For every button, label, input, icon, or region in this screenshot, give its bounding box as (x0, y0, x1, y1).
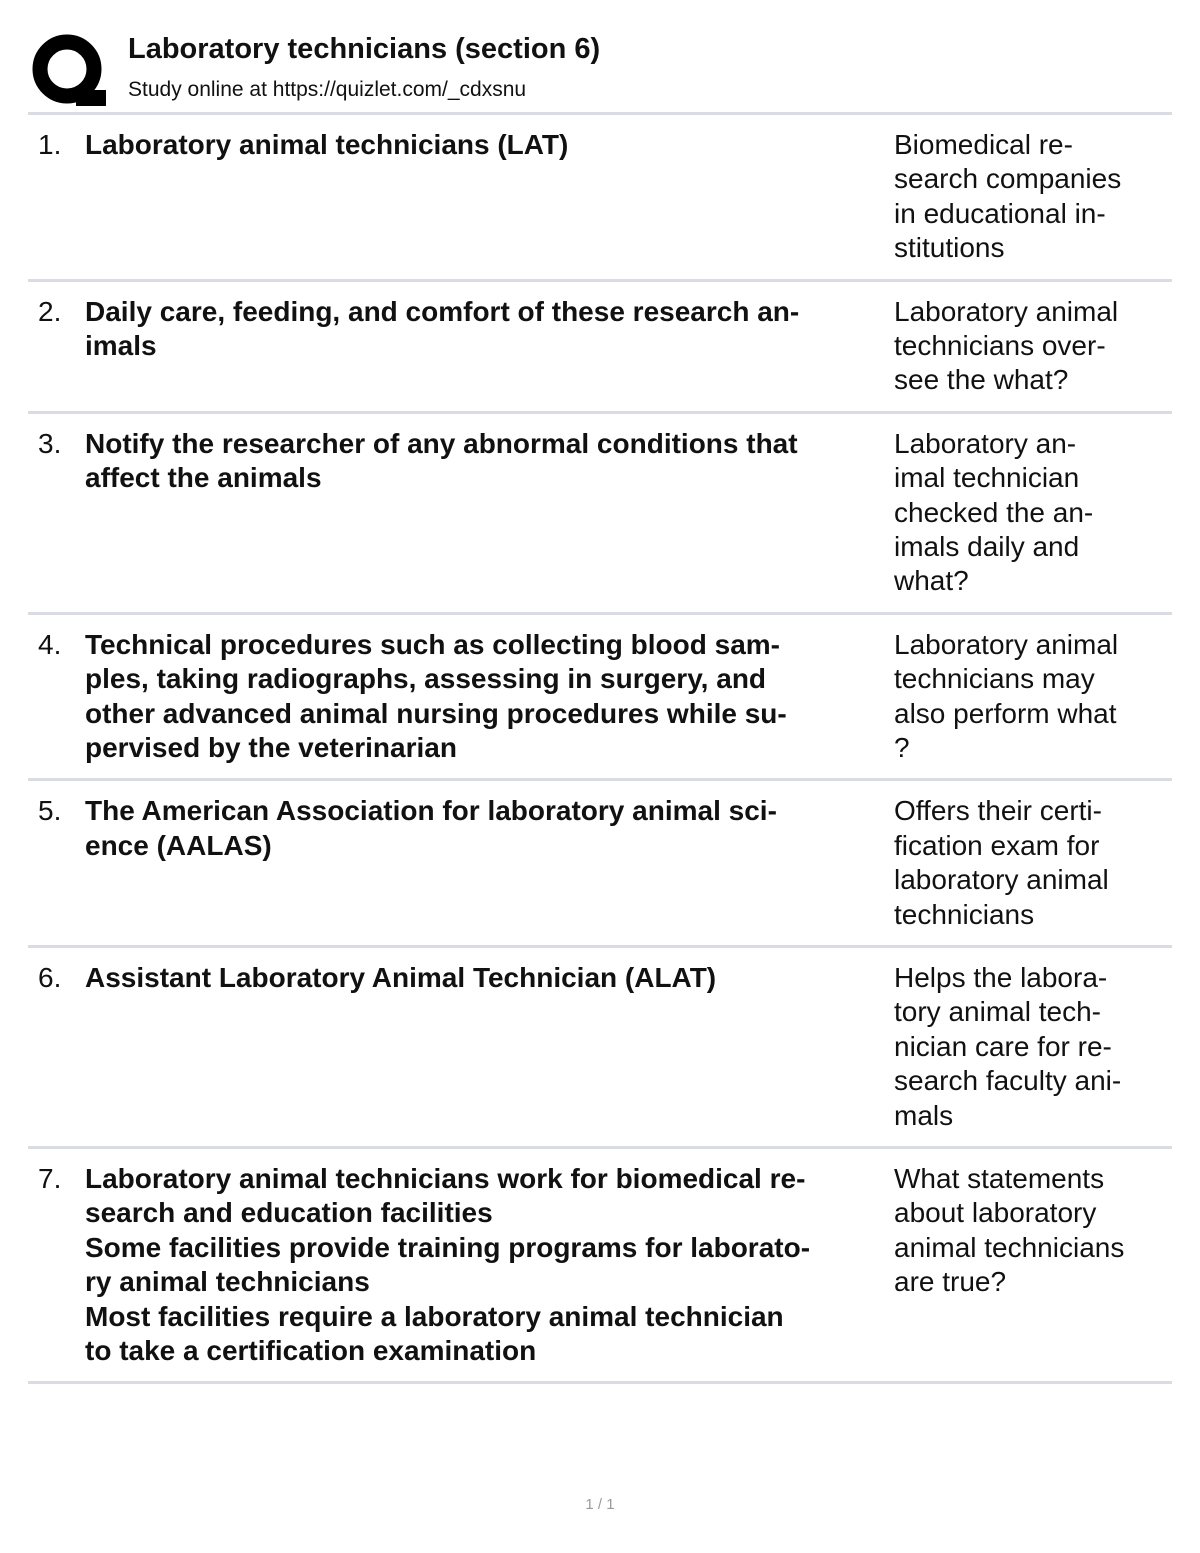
term-line: Assistant Laboratory Animal Technician (ALAT) (85, 961, 717, 993)
card-definition (894, 794, 1170, 932)
definition-line: ? (894, 732, 910, 763)
definition-line: technicians over- (894, 330, 1106, 361)
flashcard-row (28, 615, 1172, 782)
card-definition (894, 1162, 1170, 1300)
document-subtitle: Study online at https://quizlet.com/_cdxsnu (128, 78, 527, 101)
page-number: 1 / 1 (585, 1496, 615, 1513)
definition-line: search faculty ani- (894, 1065, 1122, 1097)
definition-line: Laboratory an- (894, 427, 1077, 459)
card-term (85, 628, 885, 766)
definition-line: Biomedical re- (894, 129, 1073, 160)
flashcard-row (28, 414, 1172, 615)
definition-line: technicians may (894, 663, 1095, 695)
definition-line: what? (894, 565, 969, 597)
card-number: 3. (38, 427, 62, 459)
card-definition (894, 961, 1170, 1133)
definition-line: Offers their certi- (894, 795, 1102, 827)
definition-line: fication exam for (894, 829, 1100, 861)
term-line: imals (85, 330, 157, 361)
card-term (85, 961, 885, 995)
term-line: ence (AALAS) (85, 829, 272, 861)
card-definition (894, 427, 1170, 599)
term-line: Most facilities require a laboratory animal technician (85, 1300, 784, 1332)
term-line: pervised by the veterinarian (85, 732, 457, 763)
definition-line: Helps the labora- (894, 961, 1108, 993)
definition-line: about laboratory (894, 1197, 1097, 1229)
term-line: Daily care, feeding, and comfort of these research an- (85, 295, 800, 327)
flashcard-row (28, 282, 1172, 414)
term-line: The American Association for laboratory animal sci- (85, 795, 777, 827)
card-number: 5. (38, 795, 62, 827)
term-line: ry animal technicians (85, 1266, 370, 1298)
definition-line: search companies (894, 163, 1122, 195)
flashcard-row (28, 115, 1172, 282)
term-line: Laboratory animal technicians (LAT) (85, 129, 569, 160)
definition-line: imals daily and (894, 531, 1080, 562)
quizlet-logo-icon (30, 32, 108, 110)
term-line: ples, taking radiographs, assessing in surgery, and (85, 663, 767, 695)
definition-line: imal technician (894, 462, 1080, 494)
definition-line: technicians (894, 898, 1035, 930)
term-line: Technical procedures such as collecting blood sam- (85, 628, 780, 660)
definition-line: nician care for re- (894, 1030, 1112, 1062)
card-number: 6. (38, 961, 62, 993)
card-number: 2. (38, 295, 62, 327)
term-line: Notify the researcher of any abnormal conditions that (85, 427, 798, 459)
card-definition (894, 128, 1170, 266)
flashcard-list (28, 115, 1172, 1384)
document-header (28, 28, 1172, 112)
term-line: search and education facilities (85, 1197, 493, 1229)
definition-line: Laboratory animal (894, 628, 1119, 660)
definition-line: stitutions (894, 232, 1005, 264)
term-line: Laboratory animal technicians work for biomedical re- (85, 1162, 806, 1194)
card-number: 1. (38, 129, 62, 160)
definition-line: in educational in- (894, 197, 1106, 229)
definition-line: mals (894, 1099, 954, 1131)
card-term (85, 128, 885, 162)
term-line: affect the animals (85, 462, 322, 494)
card-term (85, 1162, 885, 1368)
card-number: 7. (38, 1162, 62, 1194)
card-definition (894, 628, 1170, 766)
card-term (85, 794, 885, 863)
flashcard-row (28, 781, 1172, 948)
definition-line: tory animal tech- (894, 996, 1101, 1028)
definition-line: also perform what (894, 697, 1117, 729)
card-term (85, 427, 885, 496)
term-line: to take a certification examination (85, 1335, 537, 1366)
definition-line: Laboratory animal (894, 295, 1119, 327)
card-number: 4. (38, 628, 62, 660)
definition-line: What statements (894, 1162, 1105, 1194)
card-term (85, 295, 885, 364)
term-line: other advanced animal nursing procedures while su- (85, 697, 787, 729)
definition-line: see the what? (894, 364, 1069, 396)
card-definition (894, 295, 1170, 398)
definition-line: are true? (894, 1266, 1007, 1298)
document-title: Laboratory technicians (section 6) (128, 33, 601, 65)
flashcard-row (28, 1149, 1172, 1384)
flashcard-row (28, 948, 1172, 1149)
term-line: Some facilities provide training programs for laborato- (85, 1231, 811, 1263)
definition-line: checked the an- (894, 496, 1094, 528)
definition-line: animal technicians (894, 1231, 1125, 1263)
definition-line: laboratory animal (894, 864, 1109, 896)
